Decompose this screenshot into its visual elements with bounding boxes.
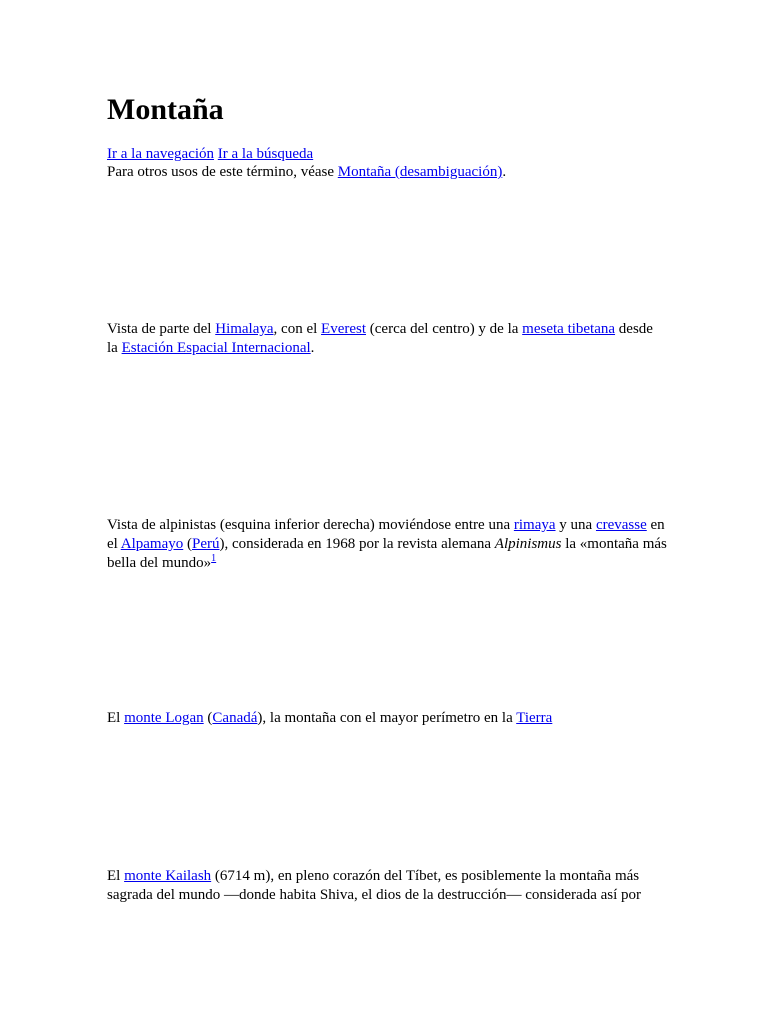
- hatnote-period: .: [502, 164, 507, 180]
- image-caption-himalaya: [107, 320, 667, 358]
- caption-text: El: [107, 868, 125, 884]
- caption-text: (6714 m), en pleno corazón del Tíbet, es posiblemente la montaña más sagrada del mundo —donde habita Shiva, el dios de la destrucción— considerada así por: [107, 868, 642, 903]
- caption-text: y una: [555, 517, 596, 533]
- reference-marker: [211, 553, 216, 564]
- caption-text: Vista de parte del: [107, 321, 216, 337]
- page-title: Montaña: [107, 93, 224, 126]
- peru-link[interactable]: Perú: [191, 536, 220, 552]
- iss-link[interactable]: Estación Espacial Internacional: [121, 340, 311, 356]
- hatnote: [107, 163, 667, 182]
- reference-link[interactable]: 1: [211, 553, 217, 564]
- canada-link[interactable]: Canadá: [212, 710, 258, 726]
- caption-text: la «montaña más bella del mundo»: [107, 536, 667, 571]
- monte-kailash-link[interactable]: monte Kailash: [124, 868, 212, 884]
- image-caption-kailash: [107, 867, 667, 905]
- caption-text: .: [310, 340, 315, 356]
- tierra-link[interactable]: Tierra: [516, 710, 553, 726]
- caption-text: desde la: [107, 321, 653, 356]
- hatnote-text: Para otros usos de este término, véase: [107, 164, 338, 180]
- caption-text: (cerca del centro) y de la: [366, 321, 523, 337]
- caption-text: El: [107, 710, 125, 726]
- disambiguation-link[interactable]: Montaña (desambiguación): [337, 164, 503, 180]
- jump-to-search-link[interactable]: Ir a la búsqueda: [217, 146, 314, 162]
- everest-link[interactable]: Everest: [321, 321, 367, 337]
- caption-text: Vista de alpinistas (esquina inferior derecha) moviéndose entre una: [107, 517, 514, 533]
- rimaya-link[interactable]: rimaya: [513, 517, 556, 533]
- image-caption-logan: [107, 709, 667, 728]
- caption-text: (: [203, 710, 213, 726]
- caption-text: en el: [107, 517, 665, 552]
- meseta-tibetana-link[interactable]: meseta tibetana: [522, 321, 616, 337]
- jump-to-navigation-link[interactable]: Ir a la navegación: [107, 146, 215, 162]
- caption-text: ), la montaña con el mayor perímetro en la: [257, 710, 517, 726]
- jump-links: [107, 145, 667, 164]
- caption-text: ), considerada en 1968 por la revista alemana: [219, 536, 495, 552]
- alpamayo-link[interactable]: Alpamayo: [120, 536, 184, 552]
- monte-logan-link[interactable]: monte Logan: [124, 710, 204, 726]
- caption-text: , con el: [273, 321, 322, 337]
- crevasse-link[interactable]: crevasse: [595, 517, 647, 533]
- himalaya-link[interactable]: Himalaya: [215, 321, 274, 337]
- magazine-name: Alpinismus: [494, 536, 562, 552]
- image-caption-alpamayo: [107, 516, 667, 573]
- caption-text: (: [183, 536, 192, 552]
